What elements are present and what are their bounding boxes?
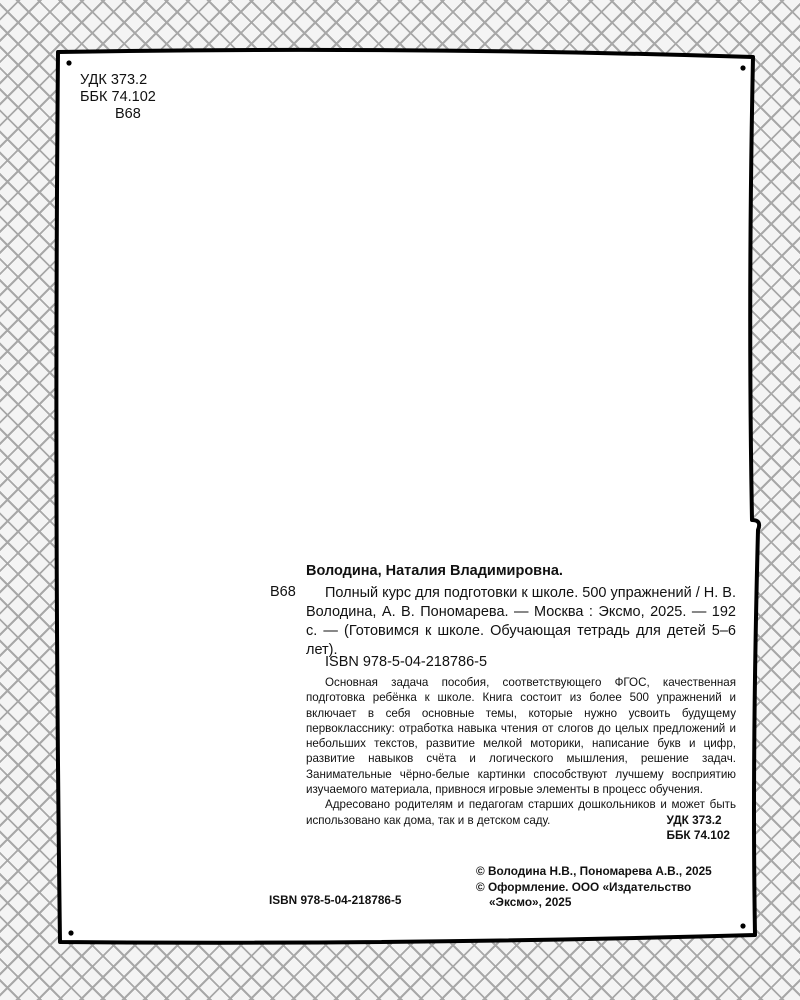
bottom-right-codes [666,813,730,843]
annotation [306,675,736,828]
isbn-bottom: ISBN 978-5-04-218786-5 [269,893,402,907]
udk-code: УДК 373.2 [80,72,148,88]
copyright-line: © Володина Н.В., Пономарева А.В., 2025 [476,864,712,878]
annotation-paragraph: Адресовано родителям и педагогам старших дошкольников и может быть использовано как дома, так и в детском саду. [306,798,736,827]
udk-code: УДК 373.2 [666,813,722,827]
author-cipher: В68 [115,106,141,122]
bbk-code: ББК 74.102 [80,89,156,105]
record-cipher: В68 [270,584,296,600]
copyright-line: «Эксмо», 2025 [489,895,572,909]
record-author: Володина, Наталия Владимировна. [306,563,563,579]
top-left-codes [80,72,156,123]
annotation-paragraph: Основная задача пособия, соответствующего ФГОС, качественная подготовка ребёнка к школе. Книга состоит из более 500 упражнений и включает в себя основные темы, которые нужно усвоить будущему первокласснику: отработка навыка чтения от слогов до целых предложений и небольших текстов, развитие мелкой моторики, написание букв и цифр, развитие навыков счёта и логического мышления, решение задач. Занимательные чёрно-белые картинки способствуют лучшему восприятию изучаемого материала, привнося игровые элементы в процесс обучения. [306,676,736,797]
record-isbn: ISBN 978-5-04-218786-5 [325,654,488,670]
record-description: Полный курс для подготовки к школе. 500 упражнений / Н. В. Володина, А. В. Пономарева. — Москва : Эксмо, 2025. — 192 с. — (Готовимся к школе. Обучающая тетрадь для детей 5–6 лет). [306,585,736,658]
copyright-block [476,864,712,911]
copyright-line: © Оформление. ООО «Издательство [476,879,692,894]
bbk-code: ББК 74.102 [666,828,730,842]
